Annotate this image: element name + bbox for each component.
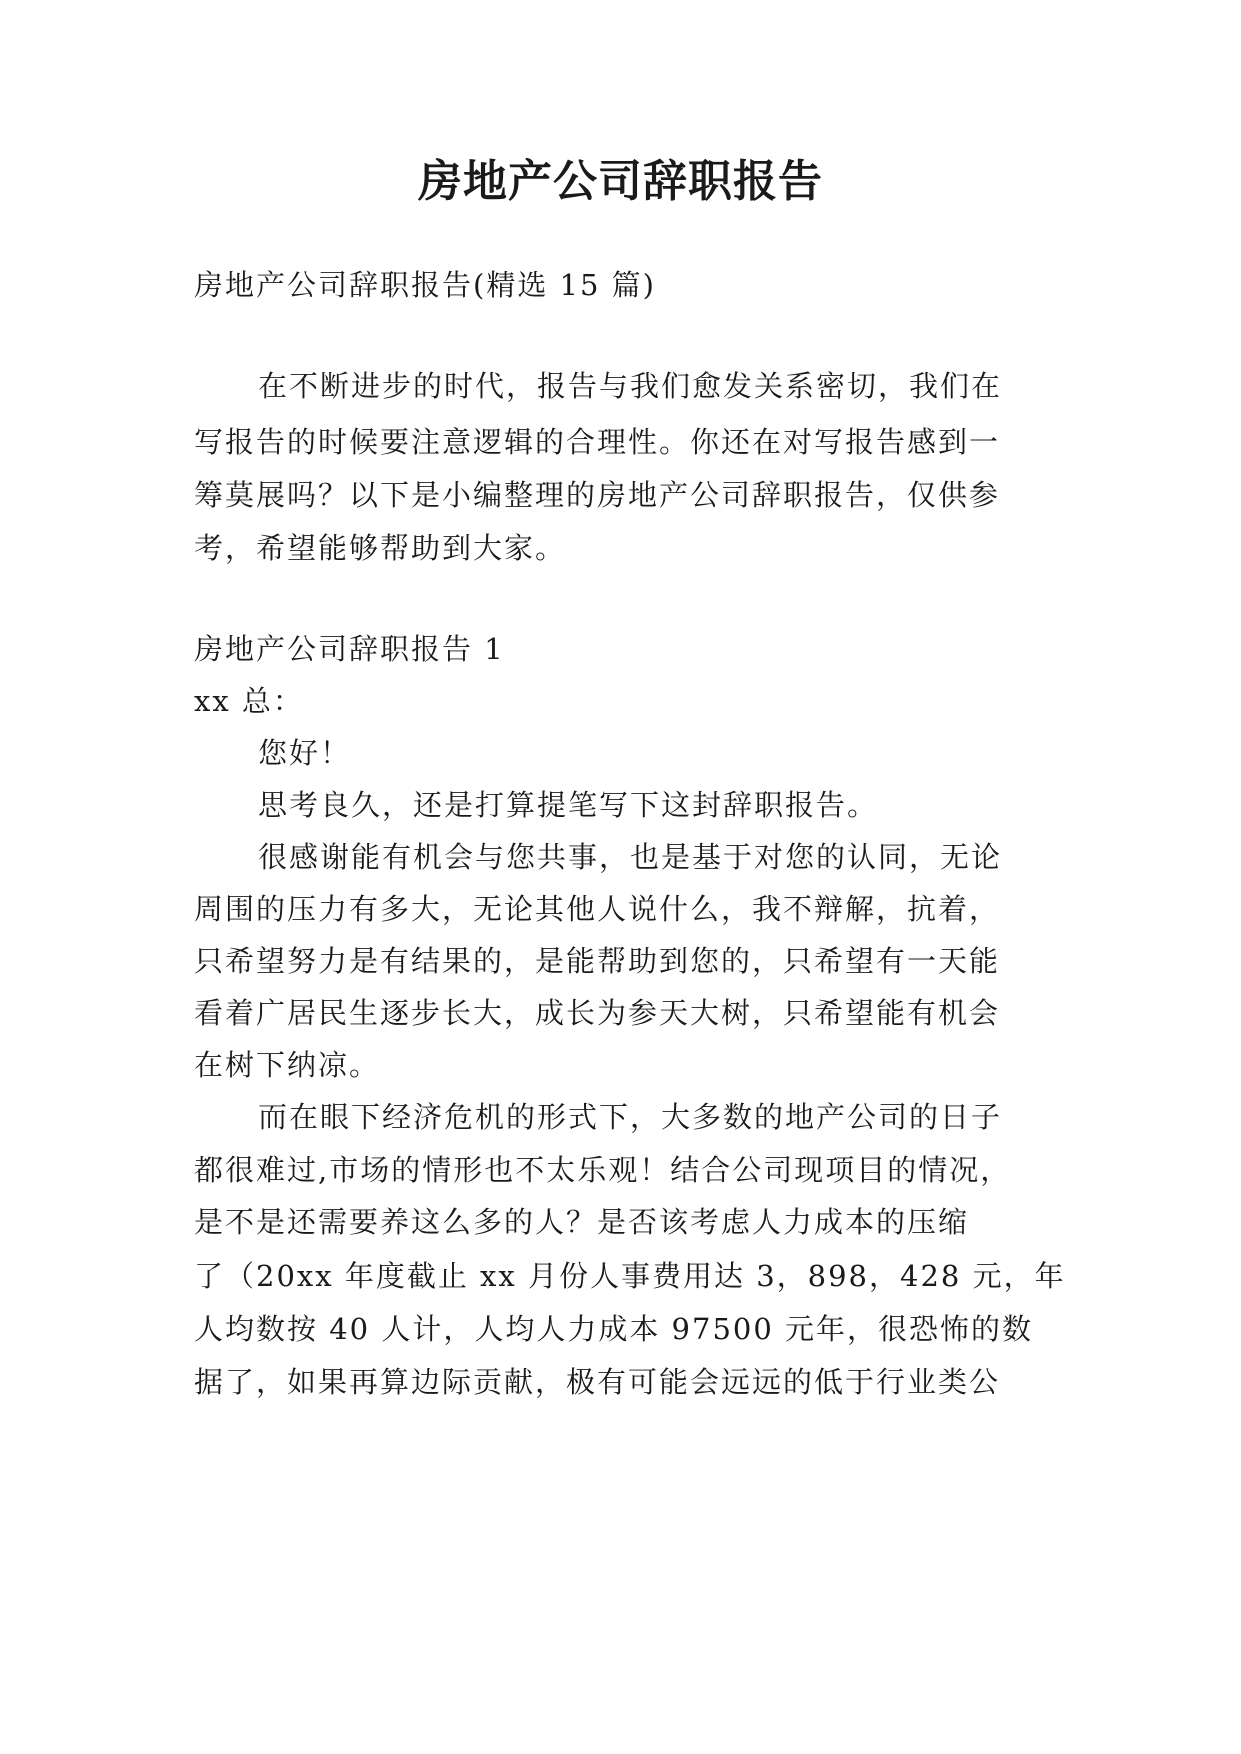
intro-line: 筹莫展吗？以下是小编整理的房地产公司辞职报告，仅供参: [194, 478, 1001, 512]
paragraph-line: 据了，如果再算边际贡献，极有可能会远远的低于行业类公: [194, 1365, 1001, 1399]
paragraph-line: 都很难过,市场的情形也不太乐观！结合公司现项目的情况，: [194, 1153, 1012, 1187]
paragraph-line: 思考良久，还是打算提笔写下这封辞职报告。: [258, 788, 879, 822]
intro-line: 考，希望能够帮助到大家。: [194, 531, 567, 565]
section-heading: 房地产公司辞职报告 1: [194, 632, 505, 666]
paragraph-line: 很感谢能有机会与您共事，也是基于对您的认同，无论: [258, 840, 1003, 874]
paragraph-line: 在树下纳凉。: [194, 1048, 381, 1082]
document-subtitle: 房地产公司辞职报告(精选 15 篇): [194, 268, 656, 302]
paragraph-line: 看着广居民生逐步长大，成长为参天大树，只希望能有机会: [194, 996, 1001, 1030]
paragraph-line: 只希望努力是有结果的，是能帮助到您的，只希望有一天能: [194, 944, 1001, 978]
intro-line: 写报告的时候要注意逻辑的合理性。你还在对写报告感到一: [194, 425, 1001, 459]
intro-line: 在不断进步的时代，报告与我们愈发关系密切，我们在: [258, 369, 1003, 403]
document-title: 房地产公司辞职报告: [418, 156, 823, 207]
salutation: xx 总：: [194, 684, 304, 718]
paragraph-line: 周围的压力有多大，无论其他人说什么，我不辩解，抗着，: [194, 892, 1001, 926]
paragraph-line: 了（20xx 年度截止 xx 月份人事费用达 3，898，428 元，年: [194, 1259, 1066, 1293]
paragraph-line: 人均数按 40 人计，人均人力成本 97500 元年，很恐怖的数: [194, 1312, 1034, 1346]
greeting: 您好！: [258, 736, 352, 770]
paragraph-line: 而在眼下经济危机的形式下，大多数的地产公司的日子: [258, 1100, 1003, 1134]
paragraph-line: 是不是还需要养这么多的人？是否该考虑人力成本的压缩: [194, 1205, 970, 1239]
